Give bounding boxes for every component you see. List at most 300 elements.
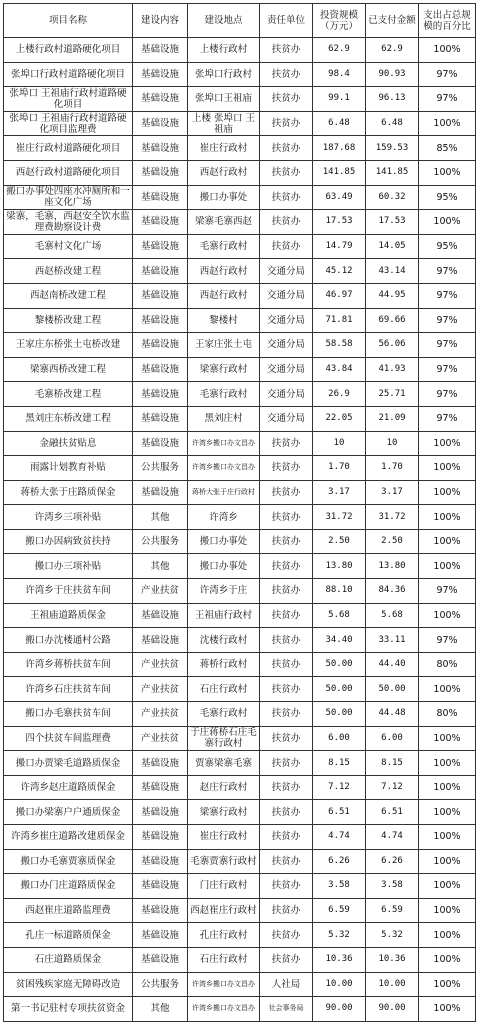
cell-percentage: 97% (419, 333, 476, 358)
cell-content: 产业扶贫 (133, 579, 188, 604)
cell-project-name: 毛寨村文化广场 (4, 234, 133, 259)
cell-paid-amount: 3.58 (366, 874, 419, 899)
cell-location: 贾寨梁寨毛寨 (188, 751, 260, 776)
cell-percentage: 97% (419, 406, 476, 431)
cell-project-name: 第一书记驻村专项扶贫资金 (4, 997, 133, 1022)
cell-responsible-unit: 扶贫办 (260, 947, 313, 972)
cell-content: 基础设施 (133, 308, 188, 333)
cell-project-name: 梁寨，毛寨，西赵安全饮水监理费勘察设计费 (4, 210, 133, 235)
cell-project-name: 搬口办毛寨扶贫车间 (4, 702, 133, 727)
cell-project-name: 石庄道路质保金 (4, 947, 133, 972)
cell-percentage: 100% (419, 210, 476, 235)
table-row (4, 431, 476, 456)
cell-investment: 6.59 (313, 898, 366, 923)
cell-investment: 3.17 (313, 480, 366, 505)
cell-percentage: 100% (419, 38, 476, 63)
cell-project-name: 许湾乡石庄扶贫车间 (4, 677, 133, 702)
cell-investment: 88.10 (313, 579, 366, 604)
cell-content: 基础设施 (133, 775, 188, 800)
table-row (4, 800, 476, 825)
table-row (4, 259, 476, 284)
cell-investment: 31.72 (313, 505, 366, 530)
cell-percentage: 100% (419, 726, 476, 751)
cell-responsible-unit: 扶贫办 (260, 652, 313, 677)
cell-project-name: 西赵南桥改建工程 (4, 283, 133, 308)
cell-content: 基础设施 (133, 480, 188, 505)
cell-project-name: 王祖庙道路质保金 (4, 603, 133, 628)
cell-investment: 26.9 (313, 382, 366, 407)
cell-investment: 50.00 (313, 652, 366, 677)
cell-location: 西赵崔庄行政村 (188, 898, 260, 923)
cell-percentage: 100% (419, 529, 476, 554)
cell-paid-amount: 1.70 (366, 456, 419, 481)
project-table-container (3, 3, 475, 1021)
cell-responsible-unit: 扶贫办 (260, 898, 313, 923)
cell-paid-amount: 43.14 (366, 259, 419, 284)
table-row (4, 603, 476, 628)
table-row (4, 751, 476, 776)
cell-project-name: 许湾乡蒋桥扶贫车间 (4, 652, 133, 677)
cell-responsible-unit: 扶贫办 (260, 554, 313, 579)
cell-paid-amount: 44.48 (366, 702, 419, 727)
cell-investment: 187.68 (313, 136, 366, 161)
cell-location: 王祖庙行政村 (188, 603, 260, 628)
cell-location: 西赵行政村 (188, 259, 260, 284)
cell-investment: 13.80 (313, 554, 366, 579)
cell-investment: 99.1 (313, 87, 366, 112)
cell-location: 许湾乡 (188, 505, 260, 530)
cell-investment: 141.85 (313, 160, 366, 185)
cell-content: 基础设施 (133, 898, 188, 923)
table-row (4, 234, 476, 259)
cell-content: 公共服务 (133, 456, 188, 481)
cell-paid-amount: 6.59 (366, 898, 419, 923)
cell-investment: 34.40 (313, 628, 366, 653)
cell-project-name: 崔庄行政村道路硬化项目 (4, 136, 133, 161)
cell-location: 孔庄行政村 (188, 923, 260, 948)
cell-project-name: 西赵崔庄道路监理费 (4, 898, 133, 923)
cell-paid-amount: 2.50 (366, 529, 419, 554)
cell-content: 产业扶贫 (133, 726, 188, 751)
cell-project-name: 搬口办因病致贫扶持 (4, 529, 133, 554)
cell-project-name: 孔庄一标道路质保金 (4, 923, 133, 948)
cell-content: 基础设施 (133, 431, 188, 456)
cell-percentage: 100% (419, 505, 476, 530)
header-content: 建设内容 (133, 4, 188, 38)
cell-paid-amount: 3.17 (366, 480, 419, 505)
cell-responsible-unit: 扶贫办 (260, 87, 313, 112)
cell-responsible-unit: 扶贫办 (260, 677, 313, 702)
cell-percentage: 95% (419, 185, 476, 210)
table-row (4, 505, 476, 530)
cell-paid-amount: 60.32 (366, 185, 419, 210)
table-row (4, 702, 476, 727)
cell-content: 基础设施 (133, 406, 188, 431)
cell-investment: 6.48 (313, 111, 366, 136)
cell-content: 基础设施 (133, 38, 188, 63)
cell-investment: 6.51 (313, 800, 366, 825)
cell-project-name: 西赵行政村道路硬化项目 (4, 160, 133, 185)
cell-content: 基础设施 (133, 874, 188, 899)
cell-paid-amount: 44.40 (366, 652, 419, 677)
table-row (4, 825, 476, 850)
cell-responsible-unit: 交通分局 (260, 259, 313, 284)
table-row (4, 849, 476, 874)
cell-percentage: 97% (419, 579, 476, 604)
cell-percentage: 100% (419, 972, 476, 997)
cell-responsible-unit: 扶贫办 (260, 185, 313, 210)
cell-location: 梁寨行政村 (188, 357, 260, 382)
cell-content: 基础设施 (133, 849, 188, 874)
table-row (4, 111, 476, 136)
cell-investment: 50.00 (313, 677, 366, 702)
cell-investment: 17.53 (313, 210, 366, 235)
table-row (4, 283, 476, 308)
cell-responsible-unit: 扶贫办 (260, 849, 313, 874)
cell-percentage: 97% (419, 87, 476, 112)
cell-content: 公共服务 (133, 529, 188, 554)
cell-responsible-unit: 扶贫办 (260, 456, 313, 481)
cell-content: 基础设施 (133, 628, 188, 653)
cell-location: 沈楼行政村 (188, 628, 260, 653)
cell-percentage: 100% (419, 111, 476, 136)
cell-location: 崔庄行政村 (188, 825, 260, 850)
cell-percentage: 95% (419, 234, 476, 259)
table-row (4, 480, 476, 505)
cell-investment: 10.36 (313, 947, 366, 972)
cell-content: 基础设施 (133, 185, 188, 210)
table-body (4, 38, 476, 1022)
table-row (4, 87, 476, 112)
cell-location: 张埠口行政村 (188, 62, 260, 87)
cell-location: 王家庄张土屯 (188, 333, 260, 358)
cell-project-name: 搬口办梁寨户户通质保金 (4, 800, 133, 825)
cell-location: 西赵行政村 (188, 283, 260, 308)
cell-location: 毛寨行政村 (188, 382, 260, 407)
cell-paid-amount: 13.80 (366, 554, 419, 579)
cell-responsible-unit: 交通分局 (260, 333, 313, 358)
cell-investment: 2.50 (313, 529, 366, 554)
cell-investment: 14.79 (313, 234, 366, 259)
table-row (4, 775, 476, 800)
cell-content: 基础设施 (133, 603, 188, 628)
cell-responsible-unit: 扶贫办 (260, 825, 313, 850)
cell-content: 基础设施 (133, 923, 188, 948)
cell-paid-amount: 6.00 (366, 726, 419, 751)
cell-responsible-unit: 扶贫办 (260, 234, 313, 259)
table-row (4, 579, 476, 604)
cell-responsible-unit: 扶贫办 (260, 726, 313, 751)
cell-project-name: 雨露计划教育补贴 (4, 456, 133, 481)
cell-project-name: 王家庄东桥张土屯桥改建 (4, 333, 133, 358)
cell-responsible-unit: 社会事务局 (260, 997, 313, 1022)
cell-location: 黎楼村 (188, 308, 260, 333)
cell-percentage: 100% (419, 825, 476, 850)
cell-paid-amount: 25.71 (366, 382, 419, 407)
cell-content: 基础设施 (133, 283, 188, 308)
cell-paid-amount: 62.9 (366, 38, 419, 63)
cell-content: 基础设施 (133, 210, 188, 235)
cell-percentage: 100% (419, 603, 476, 628)
cell-paid-amount: 69.66 (366, 308, 419, 333)
cell-content: 其他 (133, 505, 188, 530)
cell-project-name: 许湾乡三项补贴 (4, 505, 133, 530)
cell-location: 许湾乡于庄 (188, 579, 260, 604)
cell-location: 西赵行政村 (188, 160, 260, 185)
cell-content: 其他 (133, 554, 188, 579)
cell-paid-amount: 50.00 (366, 677, 419, 702)
cell-location: 张埠口王祖庙 (188, 87, 260, 112)
cell-percentage: 100% (419, 898, 476, 923)
cell-paid-amount: 90.00 (366, 997, 419, 1022)
cell-percentage: 100% (419, 160, 476, 185)
cell-location: 石庄行政村 (188, 947, 260, 972)
cell-project-name: 搬口办贾梁毛道路质保金 (4, 751, 133, 776)
cell-content: 基础设施 (133, 111, 188, 136)
cell-project-name: 张埠口 王祖庙行政村道路硬化项目 (4, 87, 133, 112)
cell-responsible-unit: 扶贫办 (260, 603, 313, 628)
cell-investment: 5.32 (313, 923, 366, 948)
table-row (4, 160, 476, 185)
cell-location: 蒋桥行政村 (188, 652, 260, 677)
cell-project-name: 黎楼桥改建工程 (4, 308, 133, 333)
header-percentage: 支出占总规模的百分比 (419, 4, 476, 38)
cell-responsible-unit: 交通分局 (260, 382, 313, 407)
cell-responsible-unit: 交通分局 (260, 357, 313, 382)
cell-content: 基础设施 (133, 62, 188, 87)
cell-percentage: 100% (419, 751, 476, 776)
cell-percentage: 97% (419, 62, 476, 87)
cell-investment: 6.26 (313, 849, 366, 874)
cell-content: 基础设施 (133, 87, 188, 112)
cell-project-name: 蒋桥大张于庄路质保金 (4, 480, 133, 505)
cell-paid-amount: 90.93 (366, 62, 419, 87)
cell-project-name: 许湾乡于庄扶贫车间 (4, 579, 133, 604)
header-location: 建设地点 (188, 4, 260, 38)
cell-investment: 50.00 (313, 702, 366, 727)
cell-content: 产业扶贫 (133, 652, 188, 677)
cell-location: 蒋桥大张于庄行政村 (188, 480, 260, 505)
cell-location: 许湾乡搬口办文昌办 (188, 456, 260, 481)
cell-project-name: 搬口办毛寨贾寨质保金 (4, 849, 133, 874)
cell-responsible-unit: 扶贫办 (260, 210, 313, 235)
table-row (4, 554, 476, 579)
cell-responsible-unit: 扶贫办 (260, 136, 313, 161)
cell-project-name: 张埠口 王祖庙行政村道路硬化项目监理费 (4, 111, 133, 136)
cell-percentage: 100% (419, 947, 476, 972)
cell-percentage: 97% (419, 283, 476, 308)
cell-content: 基础设施 (133, 136, 188, 161)
cell-location: 毛寨贾寨行政村 (188, 849, 260, 874)
cell-paid-amount: 6.26 (366, 849, 419, 874)
table-row (4, 38, 476, 63)
cell-location: 黑刘庄村 (188, 406, 260, 431)
cell-project-name: 搬口办三项补贴 (4, 554, 133, 579)
cell-percentage: 100% (419, 480, 476, 505)
cell-investment: 71.81 (313, 308, 366, 333)
cell-investment: 10 (313, 431, 366, 456)
cell-paid-amount: 8.15 (366, 751, 419, 776)
cell-project-name: 黑刘庄东桥改建工程 (4, 406, 133, 431)
cell-paid-amount: 31.72 (366, 505, 419, 530)
cell-location: 许湾乡搬口办文昌办 (188, 997, 260, 1022)
cell-project-name: 张埠口行政村道路硬化项目 (4, 62, 133, 87)
cell-percentage: 97% (419, 308, 476, 333)
cell-investment: 1.70 (313, 456, 366, 481)
cell-paid-amount: 5.32 (366, 923, 419, 948)
cell-percentage: 97% (419, 628, 476, 653)
table-row (4, 628, 476, 653)
table-row (4, 357, 476, 382)
cell-investment: 98.4 (313, 62, 366, 87)
cell-paid-amount: 6.51 (366, 800, 419, 825)
cell-project-name: 上楼行政村道路硬化项目 (4, 38, 133, 63)
cell-project-name: 搬口办沈楼通村公路 (4, 628, 133, 653)
cell-location: 毛寨行政村 (188, 702, 260, 727)
cell-content: 基础设施 (133, 234, 188, 259)
cell-investment: 4.74 (313, 825, 366, 850)
cell-investment: 63.49 (313, 185, 366, 210)
cell-paid-amount: 17.53 (366, 210, 419, 235)
cell-location: 搬口办事处 (188, 529, 260, 554)
cell-paid-amount: 141.85 (366, 160, 419, 185)
table-row (4, 677, 476, 702)
table-row (4, 997, 476, 1022)
table-row (4, 947, 476, 972)
cell-responsible-unit: 扶贫办 (260, 111, 313, 136)
cell-investment: 10.00 (313, 972, 366, 997)
table-row (4, 308, 476, 333)
cell-content: 基础设施 (133, 259, 188, 284)
cell-project-name: 贫困残疾家庭无障碍改造 (4, 972, 133, 997)
table-row (4, 185, 476, 210)
cell-project-name: 金融扶贫贴息 (4, 431, 133, 456)
cell-responsible-unit: 交通分局 (260, 406, 313, 431)
cell-responsible-unit: 扶贫办 (260, 38, 313, 63)
cell-responsible-unit: 交通分局 (260, 283, 313, 308)
cell-location: 许湾乡搬口办文昌办 (188, 972, 260, 997)
table-row (4, 382, 476, 407)
cell-content: 公共服务 (133, 972, 188, 997)
cell-paid-amount: 84.36 (366, 579, 419, 604)
cell-paid-amount: 96.13 (366, 87, 419, 112)
cell-content: 基础设施 (133, 800, 188, 825)
cell-paid-amount: 14.05 (366, 234, 419, 259)
cell-location: 赵庄行政村 (188, 775, 260, 800)
cell-responsible-unit: 扶贫办 (260, 751, 313, 776)
cell-content: 基础设施 (133, 333, 188, 358)
cell-project-name: 许湾乡崔庄道路改建质保金 (4, 825, 133, 850)
cell-responsible-unit: 扶贫办 (260, 800, 313, 825)
cell-paid-amount: 21.09 (366, 406, 419, 431)
cell-paid-amount: 7.12 (366, 775, 419, 800)
header-project-name: 项目名称 (4, 4, 133, 38)
cell-content: 其他 (133, 997, 188, 1022)
cell-responsible-unit: 交通分局 (260, 308, 313, 333)
cell-project-name: 梁寨西桥改建工程 (4, 357, 133, 382)
cell-investment: 3.58 (313, 874, 366, 899)
cell-responsible-unit: 扶贫办 (260, 874, 313, 899)
cell-location: 上楼行政村 (188, 38, 260, 63)
header-paid-amount: 已支付金额 (366, 4, 419, 38)
cell-project-name: 西赵桥改建工程 (4, 259, 133, 284)
cell-investment: 6.00 (313, 726, 366, 751)
table-row (4, 62, 476, 87)
cell-investment: 90.00 (313, 997, 366, 1022)
table-row (4, 136, 476, 161)
cell-content: 基础设施 (133, 382, 188, 407)
cell-percentage: 97% (419, 357, 476, 382)
cell-percentage: 100% (419, 923, 476, 948)
cell-paid-amount: 56.06 (366, 333, 419, 358)
cell-content: 产业扶贫 (133, 702, 188, 727)
table-row (4, 726, 476, 751)
cell-paid-amount: 10.00 (366, 972, 419, 997)
table-row (4, 652, 476, 677)
table-header-row (4, 4, 476, 38)
cell-percentage: 100% (419, 677, 476, 702)
cell-location: 上楼 张埠口 王祖庙 (188, 111, 260, 136)
cell-content: 基础设施 (133, 825, 188, 850)
cell-location: 崔庄行政村 (188, 136, 260, 161)
cell-location: 毛寨行政村 (188, 234, 260, 259)
cell-paid-amount: 10 (366, 431, 419, 456)
cell-location: 搬口办事处 (188, 554, 260, 579)
cell-percentage: 80% (419, 702, 476, 727)
cell-paid-amount: 44.95 (366, 283, 419, 308)
table-row (4, 406, 476, 431)
table-row (4, 333, 476, 358)
cell-location: 石庄行政村 (188, 677, 260, 702)
cell-responsible-unit: 扶贫办 (260, 702, 313, 727)
cell-location: 梁寨毛寨西赵 (188, 210, 260, 235)
cell-percentage: 85% (419, 136, 476, 161)
cell-location: 搬口办事处 (188, 185, 260, 210)
table-row (4, 972, 476, 997)
cell-responsible-unit: 扶贫办 (260, 431, 313, 456)
cell-paid-amount: 159.53 (366, 136, 419, 161)
cell-paid-amount: 41.93 (366, 357, 419, 382)
cell-content: 基础设施 (133, 160, 188, 185)
table-row (4, 898, 476, 923)
cell-responsible-unit: 扶贫办 (260, 529, 313, 554)
table-row (4, 529, 476, 554)
cell-investment: 8.15 (313, 751, 366, 776)
cell-content: 基础设施 (133, 751, 188, 776)
cell-percentage: 80% (419, 652, 476, 677)
cell-investment: 43.84 (313, 357, 366, 382)
cell-investment: 45.12 (313, 259, 366, 284)
table-row (4, 874, 476, 899)
cell-investment: 62.9 (313, 38, 366, 63)
cell-responsible-unit: 扶贫办 (260, 62, 313, 87)
cell-percentage: 100% (419, 456, 476, 481)
table-row (4, 923, 476, 948)
cell-project-name: 四个扶贫车间监理费 (4, 726, 133, 751)
cell-investment: 58.58 (313, 333, 366, 358)
cell-paid-amount: 10.36 (366, 947, 419, 972)
cell-project-name: 搬口办事处四座水冲厕所和一座文化广场 (4, 185, 133, 210)
cell-location: 梁寨行政村 (188, 800, 260, 825)
cell-responsible-unit: 扶贫办 (260, 628, 313, 653)
cell-percentage: 100% (419, 431, 476, 456)
cell-location: 门庄行政村 (188, 874, 260, 899)
cell-responsible-unit: 扶贫办 (260, 480, 313, 505)
cell-project-name: 毛寨桥改建工程 (4, 382, 133, 407)
cell-paid-amount: 33.11 (366, 628, 419, 653)
cell-responsible-unit: 扶贫办 (260, 579, 313, 604)
cell-percentage: 100% (419, 775, 476, 800)
